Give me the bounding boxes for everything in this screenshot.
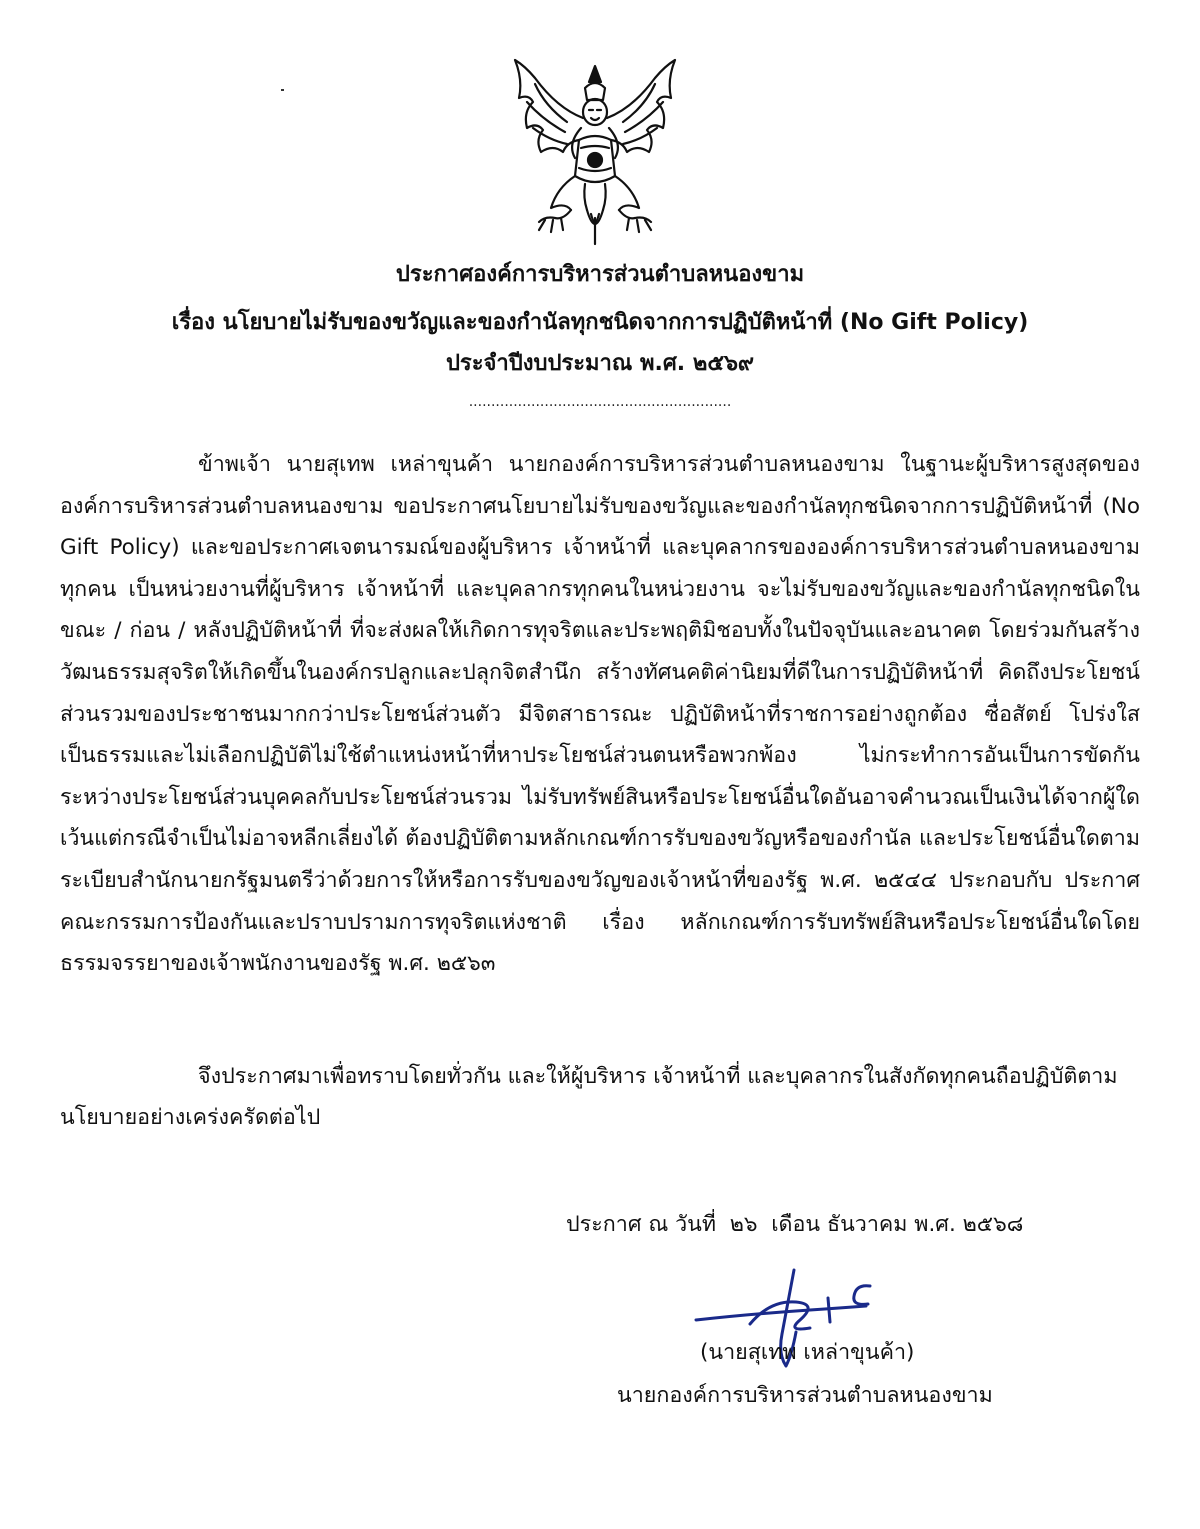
announcement-title: ประกาศองค์การบริหารส่วนตำบลหนองขาม [395, 262, 805, 287]
stray-mark [281, 89, 284, 91]
policy-body [60, 444, 1140, 985]
closing-paragraph: จึงประกาศมาเพื่อทราบโดยทั่วกัน และให้ผู้บริหาร เจ้าหน้าที่ และบุคลากรในสังกัดทุกคนถือปฏิบัติตามนโยบายอย่างเคร่งครัดต่อไป [60, 1064, 1118, 1130]
garuda-emblem-icon [505, 48, 685, 248]
signer-name: (นายสุเทพ เหล่าขุนค้า) [700, 1340, 915, 1365]
fiscal-year: ประจำปีงบประมาณ พ.ศ. ๒๕๖๙ [445, 351, 755, 376]
announcement-date: ประกาศ ณ วันที่ ๒๖ เดือน ธันวาคม พ.ศ. ๒๕๖๘ [566, 1212, 1024, 1237]
signer-title: นายกองค์การบริหารส่วนตำบลหนองขาม [617, 1383, 993, 1408]
closing-section [60, 1056, 1140, 1138]
policy-paragraph: ข้าพเจ้า นายสุเทพ เหล่าขุนค้า นายกองค์การบริหารส่วนตำบลหนองขาม ในฐานะผู้บริหารสูงสุดขององค์การบริหารส่วนตำบลหนองขาม ขอประกาศนโยบายไม่รับของขวัญและของกำนัลทุกชนิดจากการปฏิบัติหน้าที่ (No Gift Policy) และขอประกาศเจตนารมณ์ของผู้บริหาร เจ้าหน้าที่ และบุคลากรขององค์การบริหารส่วนตำบลหนองขามทุกคน เป็นหน่วยงานที่ผู้บริหาร เจ้าหน้าที่ และบุคลากรทุกคนในหน่วยงาน จะไม่รับของขวัญและของกำนัลทุกชนิดในขณะ / ก่อน / หลังปฏิบัติหน้าที่ ที่จะส่งผลให้เกิดการทุจริตและประพฤติมิชอบทั้งในปัจจุบันและอนาคต โดยร่วมกันสร้างวัฒนธรรมสุจริตให้เกิดขึ้นในองค์กรปลูกและปลุกจิตสำนึก สร้างทัศนคติค่านิยมที่ดีในการปฏิบัติหน้าที่ คิดถึงประโยชน์ส่วนรวมของประชาชนมากกว่าประโยชน์ส่วนตัว มีจิตสาธารณะ ปฏิบัติหน้าที่ราชการอย่างถูกต้อง ซื่อสัตย์ โปร่งใส เป็นธรรมและไม่เลือกปฏิบัติไม่ใช้ตำแหน่งหน้าที่หาประโยชน์ส่วนตนหรือพวกพ้อง ไม่กระทำการอันเป็นการขัดกันระหว่างประโยชน์ส่วนบุคคลกับประโยชน์ส่วนรวม ไม่รับทรัพย์สินหรือประโยชน์อื่นใดอันอาจคำนวณเป็นเงินได้จากผู้ใด เว้นแต่กรณีจำเป็นไม่อาจหลีกเลี่ยงได้ ต้องปฏิบัติตามหลักเกณฑ์การรับของขวัญหรือของกำนัล และประโยชน์อื่นใดตามระเบียบสำนักนายกรัฐมนตรีว่าด้วยการให้หรือการรับของขวัญของเจ้าหน้าที่ของรัฐ พ.ศ. ๒๕๔๔ ประกอบกับ ประกาศคณะกรรมการป้องกันและปราบปรามการทุจริตแห่งชาติ เรื่อง หลักเกณฑ์การรับทรัพย์สินหรือประโยชน์อื่นใดโดยธรรมจรรยาของเจ้าพนักงานของรัฐ พ.ศ. ๒๕๖๓ [60, 452, 1140, 977]
announcement-subject: เรื่อง นโยบายไม่รับของขวัญและของกำนัลทุกชนิดจากการปฏิบัติหน้าที่ (No Gift Policy) [171, 310, 1029, 335]
separator-dots: ........................................................... [468, 394, 732, 410]
